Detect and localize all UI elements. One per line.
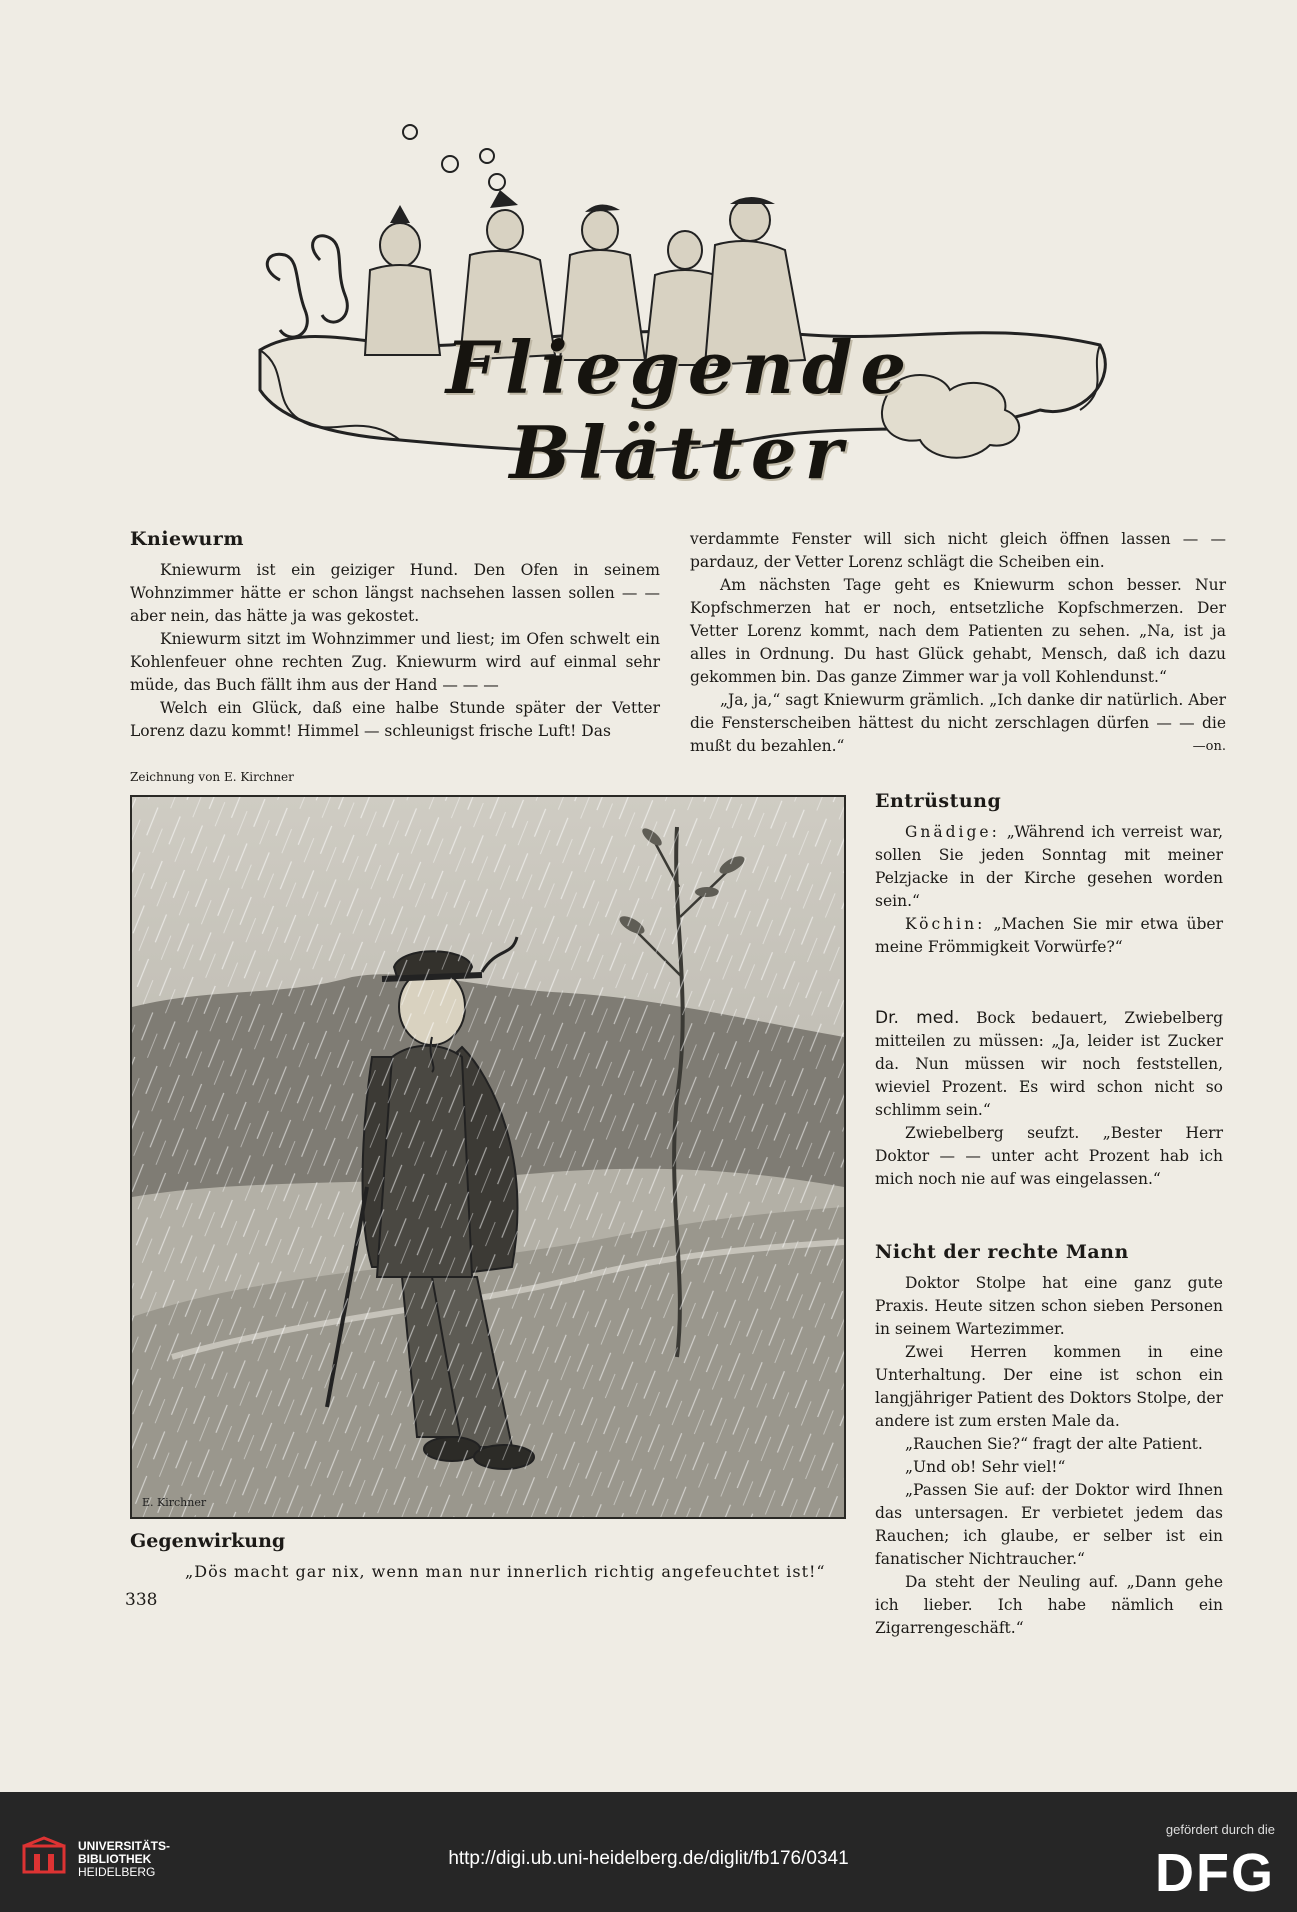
kniewurm-paragraph-2: Kniewurm sitzt im Wohnzimmer und liest; im Ofen schwelt ein Kohlenfeuer ohne rechten Zug. Kniewurm wird auf einmal sehr müde, das Buch fällt ihm aus der Hand — — — bbox=[130, 630, 660, 694]
speaker-gnaedige: Gnädige: bbox=[905, 823, 1000, 841]
mann-paragraph-5: „Passen Sie auf: der Doktor wird Ihnen das untersagen. Er verbietet jedem das Rauchen; ich glaube, er selber ist ein fanatischer Nichtraucher.“ bbox=[875, 1481, 1223, 1568]
mann-paragraph-1: Doktor Stolpe hat eine ganz gute Praxis. Heute sitzen schon sieben Personen in seinem Wartezimmer. bbox=[875, 1274, 1223, 1338]
mann-paragraph-6: Da steht der Neuling auf. „Dann gehe ich lieber. Ich habe nämlich ein Zigarrengeschäft.“ bbox=[875, 1573, 1223, 1637]
illustration-signature: E. Kirchner bbox=[142, 1496, 207, 1509]
illustration bbox=[130, 795, 846, 1519]
mann-heading: Nicht der rechte Mann bbox=[875, 1241, 1129, 1263]
bock-paragraph-1-text: Bock bedauert, Zwiebelberg mitteilen zu müssen: „Ja, leider ist Zucker da. Nun müssen wir noch feststellen, wieviel Prozent. Es wird schon nicht so schlimm sein.“ bbox=[875, 1009, 1224, 1119]
masthead bbox=[250, 120, 1120, 500]
university-line-2: BIBLIOTHEK bbox=[78, 1852, 152, 1866]
kniewurm-column-left bbox=[130, 528, 660, 743]
kniewurm-paragraph-6 bbox=[690, 689, 1226, 758]
mann-paragraph-4: „Und ob! Sehr viel!“ bbox=[905, 1458, 1066, 1476]
gegenwirkung-caption: „Dös macht gar nix, wenn man nur innerlich richtig angefeuchtet ist!“ bbox=[185, 1562, 826, 1581]
page-number: 338 bbox=[125, 1590, 158, 1610]
funded-by-label: gefördert durch die bbox=[1165, 1822, 1275, 1837]
entruestung-line-1-text: „Während ich verreist war, sollen Sie jeden Sonntag mit meiner Pelzjacke in der Kirche gesehen worden sein.“ bbox=[875, 823, 1223, 910]
right-column bbox=[875, 790, 1223, 1640]
bock-paragraph-2: Zwiebelberg seufzt. „Bester Herr Doktor — — unter acht Prozent hab ich mich noch nie auf was eingelassen.“ bbox=[875, 1124, 1223, 1188]
gegenwirkung-heading: Gegenwirkung bbox=[130, 1530, 286, 1552]
bock-paragraph-1 bbox=[875, 1007, 1223, 1122]
university-line-3: HEIDELBERG bbox=[78, 1865, 156, 1879]
kniewurm-paragraph-3: Welch ein Glück, daß eine halbe Stunde später der Vetter Lorenz dazu kommt! Himmel — schleunigst frische Luft! Das bbox=[130, 699, 660, 740]
kniewurm-paragraph-1: Kniewurm ist ein geiziger Hund. Den Ofen in seinem Wohnzimmer hätte er schon längst nachsehen lassen sollen — — aber nein, das hätte ja was gekostet. bbox=[130, 561, 660, 625]
kniewurm-signature: —on. bbox=[1192, 739, 1226, 754]
illustration-credit: Zeichnung von E. Kirchner bbox=[130, 770, 294, 784]
kniewurm-heading: Kniewurm bbox=[130, 528, 244, 550]
bock-title: Dr. med. bbox=[875, 1008, 960, 1028]
footer-bar bbox=[0, 1792, 1297, 1912]
dfg-logo: DFG bbox=[1155, 1843, 1275, 1903]
entruestung-heading: Entrüstung bbox=[875, 790, 1002, 812]
mann-paragraph-3: „Rauchen Sie?“ fragt der alte Patient. bbox=[905, 1435, 1203, 1453]
kniewurm-paragraph-6-text: „Ja, ja,“ sagt Kniewurm grämlich. „Ich danke dir natürlich. Aber die Fensterscheiben hättest du nicht zerschlagen dürfen — — die mußt du bezahlen.“ bbox=[690, 691, 1226, 755]
speaker-koechin: Köchin: bbox=[905, 915, 986, 933]
mann-paragraph-2: Zwei Herren kommen in eine Unterhaltung. Der eine ist schon ein langjähriger Patient des Doktors Stolpe, der andere ist zum ersten Male da. bbox=[875, 1343, 1223, 1430]
kniewurm-paragraph-5: Am nächsten Tage geht es Kniewurm schon besser. Nur Kopfschmerzen hat er noch, entsetzliche Kopfschmerzen. Der Vetter Lorenz kommt, nach dem Patienten zu sehen. „Na, ist ja alles in Ordnung. Du hast Glück gehabt, Mensch, daß ich dazu gekommen bin. Das ganze Zimmer war ja voll Kohlendunst.“ bbox=[690, 576, 1226, 686]
kniewurm-paragraph-4: verdammte Fenster will sich nicht gleich öffnen lassen — — pardauz, der Vetter Lorenz schlägt die Scheiben ein. bbox=[690, 530, 1226, 571]
entruestung-line-2-text: „Machen Sie mir etwa über meine Frömmigkeit Vorwürfe?“ bbox=[875, 915, 1223, 956]
entruestung-line-2 bbox=[875, 913, 1223, 959]
permalink-url[interactable]: http://digi.ub.uni-heidelberg.de/diglit/fb176/0341 bbox=[448, 1848, 849, 1869]
university-line-1: UNIVERSITÄTS- bbox=[78, 1839, 171, 1853]
entruestung-line-1 bbox=[875, 821, 1223, 913]
masthead-title: Fliegende Blätter bbox=[445, 325, 915, 495]
rain-walker-illustration bbox=[132, 797, 844, 1517]
kniewurm-column-right bbox=[690, 528, 1226, 758]
